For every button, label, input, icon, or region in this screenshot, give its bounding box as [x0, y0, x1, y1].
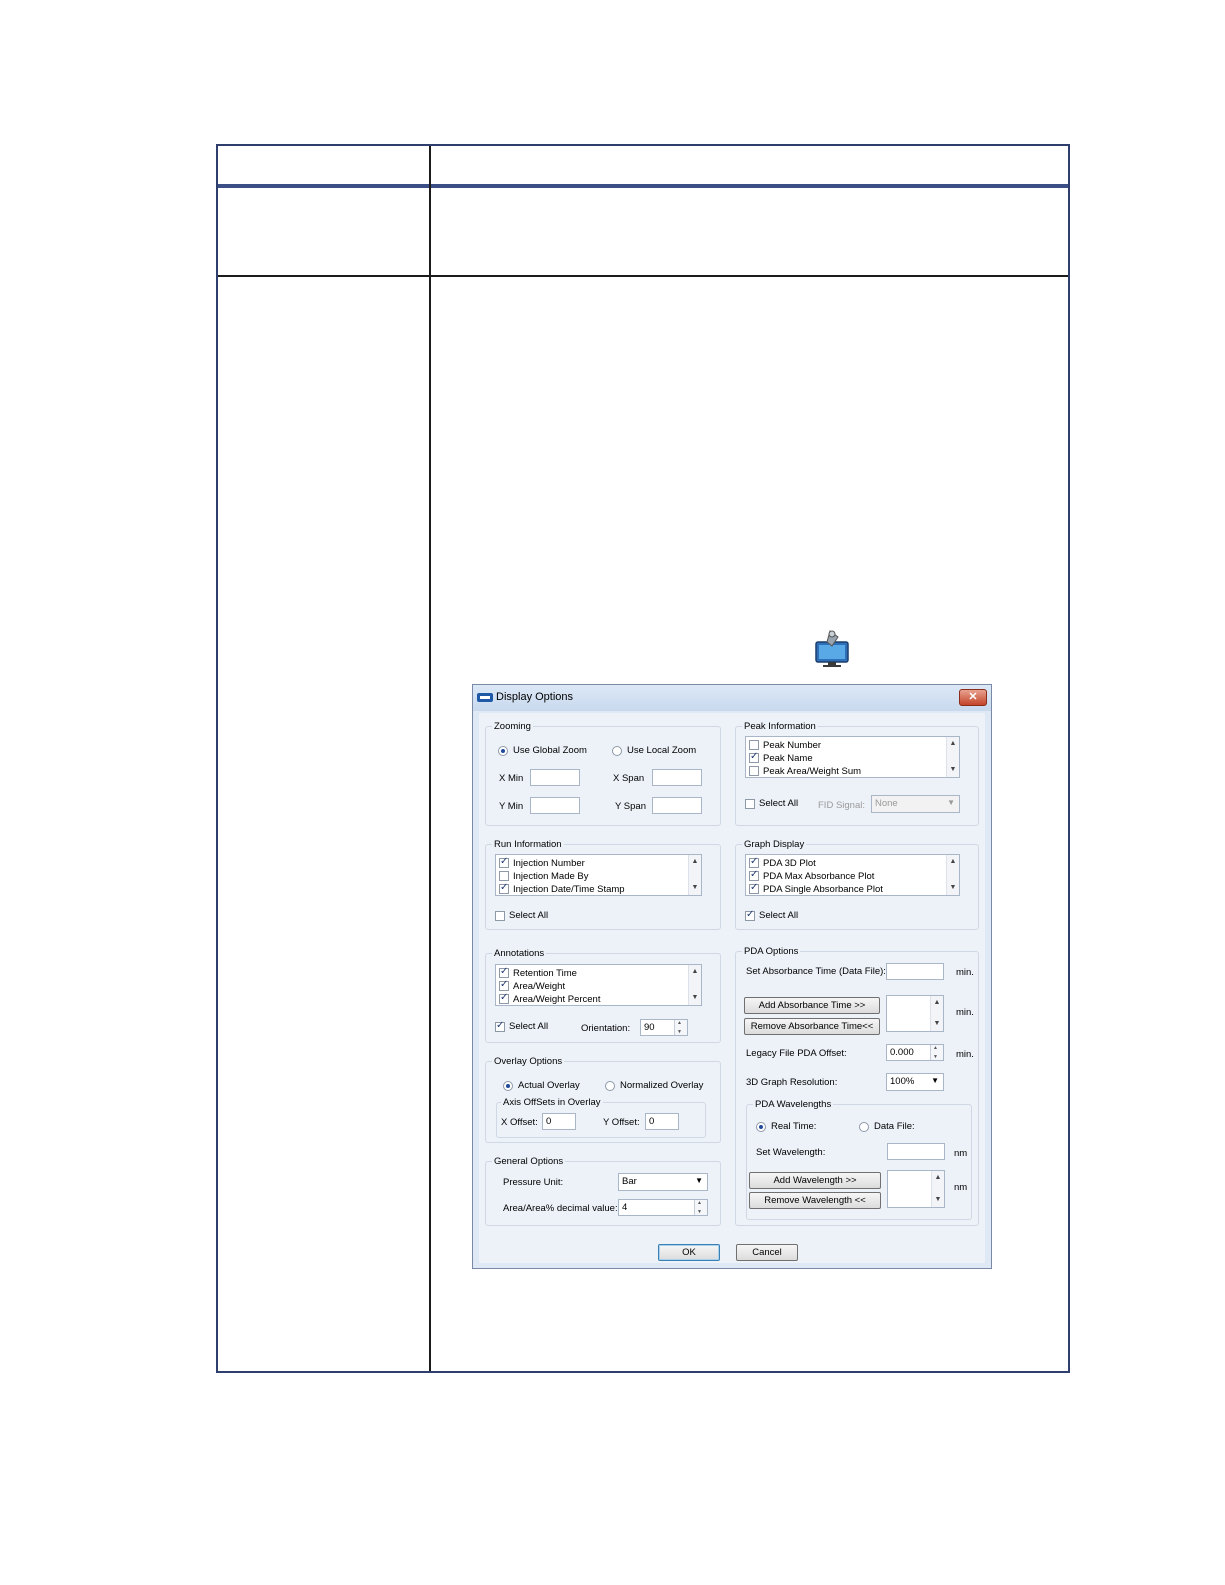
checkbox-icon: [499, 994, 509, 1004]
spin-icon[interactable]: [694, 1200, 707, 1215]
overlay-options-group: [485, 1056, 721, 1143]
pressure-unit-select[interactable]: [618, 1173, 708, 1191]
checkbox-icon: [499, 884, 509, 894]
orientation-label: Orientation:: [581, 1023, 631, 1034]
chevron-down-icon: ▼: [947, 798, 955, 807]
run-information-group: [485, 839, 721, 930]
scrollbar[interactable]: ▲ ▼: [946, 855, 959, 895]
fid-signal-value: None: [875, 798, 898, 809]
unit-min-label: min.: [956, 1007, 974, 1018]
checkbox-icon: [749, 871, 759, 881]
row-divider: [218, 275, 1068, 277]
y-min-label: Y Min: [499, 801, 524, 812]
legacy-offset-label: Legacy File PDA Offset:: [746, 1048, 847, 1059]
scrollbar[interactable]: ▲ ▼: [688, 965, 701, 1005]
pda-options-group: [735, 946, 979, 1226]
decimal-value: 4: [622, 1202, 628, 1213]
radio-icon: [612, 746, 622, 756]
checkbox-icon: [749, 766, 759, 776]
column-divider: [429, 146, 431, 1371]
actual-overlay-label: Actual Overlay: [518, 1080, 580, 1091]
scrollbar[interactable]: ▲ ▼: [946, 737, 959, 777]
list-item[interactable]: [749, 857, 816, 869]
graph-resolution-select[interactable]: [886, 1073, 944, 1091]
normalized-overlay-label: Normalized Overlay: [620, 1080, 704, 1091]
checkbox-icon: [745, 799, 755, 809]
use-local-zoom-label: Use Local Zoom: [627, 745, 697, 756]
list-item[interactable]: [499, 967, 577, 979]
orientation-spinbox[interactable]: [640, 1019, 688, 1036]
x-offset-input[interactable]: [542, 1113, 576, 1130]
annotations-group: [485, 948, 721, 1043]
real-time-label: Real Time:: [771, 1121, 817, 1132]
list-item[interactable]: [499, 883, 625, 895]
list-item[interactable]: [749, 752, 813, 764]
chevron-down-icon: ▼: [931, 1076, 939, 1085]
real-time-radio[interactable]: [756, 1121, 816, 1132]
pda-wavelengths-group: [746, 1099, 972, 1220]
list-item[interactable]: [499, 870, 589, 882]
legacy-offset-spinbox[interactable]: [886, 1044, 944, 1061]
radio-icon: [605, 1081, 615, 1091]
x-span-input[interactable]: [652, 769, 702, 786]
peak-select-all-checkbox[interactable]: [745, 798, 798, 809]
list-item[interactable]: [749, 883, 883, 895]
dialog-title: Display Options: [496, 691, 574, 703]
graph-resolution-label: 3D Graph Resolution:: [746, 1077, 838, 1088]
list-item[interactable]: [499, 993, 600, 1005]
radio-icon: [498, 746, 508, 756]
peak-information-title: Peak Information: [744, 721, 816, 732]
chevron-down-icon: ▼: [695, 1176, 703, 1185]
list-item[interactable]: [749, 739, 821, 751]
list-item-label: PDA Single Absorbance Plot: [763, 883, 883, 895]
list-item-label: PDA Max Absorbance Plot: [763, 870, 875, 882]
y-min-input[interactable]: [530, 797, 580, 814]
x-offset-value: 0: [546, 1116, 552, 1127]
list-item-label: Area/Weight Percent: [513, 993, 601, 1005]
checkbox-icon: [499, 981, 509, 991]
x-min-input[interactable]: [530, 769, 580, 786]
general-options-title: General Options: [494, 1156, 564, 1167]
add-wavelength-button[interactable]: Add Wavelength >>: [749, 1172, 881, 1189]
data-file-label: Data File:: [874, 1121, 915, 1132]
graph-resolution-value: 100%: [890, 1076, 915, 1087]
list-item-label: Area/Weight: [513, 980, 566, 992]
list-item-label: Peak Area/Weight Sum: [763, 765, 862, 777]
y-offset-label: Y Offset:: [603, 1117, 640, 1128]
unit-min-label: min.: [956, 1049, 974, 1060]
radio-icon: [503, 1081, 513, 1091]
list-item-label: Injection Made By: [513, 870, 589, 882]
list-item-label: PDA 3D Plot: [763, 857, 816, 869]
fid-signal-label: FID Signal:: [818, 800, 865, 811]
run-information-title: Run Information: [494, 839, 562, 850]
dialog-body: [479, 713, 985, 1263]
absorbance-time-list[interactable]: [886, 995, 944, 1032]
run-information-list[interactable]: [495, 854, 702, 896]
scrollbar[interactable]: ▲ ▼: [688, 855, 701, 895]
checkbox-icon: [495, 911, 505, 921]
axis-offsets-group: [496, 1097, 706, 1138]
y-offset-input[interactable]: [645, 1113, 679, 1130]
annotations-title: Annotations: [494, 948, 545, 959]
dialog-titlebar[interactable]: [473, 685, 991, 711]
unit-nm-label: nm: [954, 1182, 968, 1193]
ok-button[interactable]: OK: [658, 1244, 720, 1261]
normalized-overlay-radio[interactable]: [605, 1080, 703, 1091]
radio-icon: [756, 1122, 766, 1132]
list-item[interactable]: [749, 870, 874, 882]
list-item[interactable]: [499, 980, 565, 992]
axis-offsets-title: Axis OffSets in Overlay: [503, 1097, 601, 1108]
remove-absorbance-time-button[interactable]: Remove Absorbance Time<<: [744, 1018, 880, 1035]
wavelength-list[interactable]: [887, 1170, 945, 1208]
close-icon: ✕: [968, 691, 978, 703]
app-icon: [477, 693, 493, 702]
checkbox-icon: [499, 871, 509, 881]
run-select-all-checkbox[interactable]: [495, 910, 548, 921]
toolbar-display-options-icon: [810, 628, 854, 668]
close-button[interactable]: [959, 689, 987, 706]
pressure-unit-label: Pressure Unit:: [503, 1177, 564, 1188]
spin-icon[interactable]: [930, 1045, 943, 1060]
list-item-label: Peak Name: [763, 752, 813, 764]
general-options-group: [485, 1156, 721, 1226]
y-offset-value: 0: [649, 1116, 655, 1127]
absorbance-time-input[interactable]: [886, 963, 944, 980]
x-span-label: X Span: [613, 773, 645, 784]
set-wavelength-label: Set Wavelength:: [756, 1147, 826, 1158]
data-file-radio[interactable]: [859, 1121, 915, 1132]
pressure-unit-value: Bar: [622, 1176, 637, 1187]
decimal-value-label: Area/Area% decimal value:: [503, 1203, 618, 1214]
header-rule: [218, 184, 1068, 188]
display-options-dialog: [472, 684, 992, 1269]
graph-display-group: [735, 839, 979, 930]
cancel-button[interactable]: Cancel: [736, 1244, 798, 1261]
list-item-label: Retention Time: [513, 967, 577, 979]
scrollbar[interactable]: ▲ ▼: [930, 996, 943, 1031]
list-item-label: Injection Number: [513, 857, 585, 869]
peak-information-list[interactable]: [745, 736, 960, 778]
y-span-label: Y Span: [615, 801, 646, 812]
overlay-options-title: Overlay Options: [494, 1056, 563, 1067]
scrollbar[interactable]: ▲ ▼: [931, 1171, 944, 1207]
list-item[interactable]: [499, 857, 585, 869]
list-item-label: Injection Date/Time Stamp: [513, 883, 625, 895]
use-global-zoom-label: Use Global Zoom: [513, 745, 587, 756]
wavelength-input[interactable]: [887, 1143, 945, 1160]
actual-overlay-radio[interactable]: [503, 1080, 580, 1091]
select-all-label: Select All: [509, 1021, 549, 1032]
select-all-label: Select All: [509, 910, 549, 921]
pda-wavelengths-title: PDA Wavelengths: [755, 1099, 832, 1110]
legacy-offset-value: 0.000: [890, 1047, 914, 1058]
select-all-label: Select All: [759, 910, 799, 921]
checkbox-icon: [499, 968, 509, 978]
use-local-zoom-radio[interactable]: [612, 745, 696, 756]
set-absorbance-time-label: Set Absorbance Time (Data File):: [746, 966, 886, 977]
checkbox-icon: [745, 911, 755, 921]
decimal-value-spinbox[interactable]: [618, 1199, 708, 1216]
orientation-value: 90: [644, 1022, 655, 1033]
checkbox-icon: [749, 753, 759, 763]
pda-options-title: PDA Options: [744, 946, 799, 957]
x-offset-label: X Offset:: [501, 1117, 538, 1128]
checkbox-icon: [749, 740, 759, 750]
unit-nm-label: nm: [954, 1148, 968, 1159]
checkbox-icon: [749, 884, 759, 894]
use-global-zoom-radio[interactable]: [498, 745, 587, 756]
unit-min-label: min.: [956, 967, 974, 978]
graph-select-all-checkbox[interactable]: [745, 910, 798, 921]
list-item-label: Peak Number: [763, 739, 822, 751]
spin-icon[interactable]: [674, 1020, 687, 1035]
radio-icon: [859, 1122, 869, 1132]
y-span-input[interactable]: [652, 797, 702, 814]
annotations-select-all-checkbox[interactable]: [495, 1021, 548, 1032]
peak-information-group: [735, 721, 979, 826]
select-all-label: Select All: [759, 798, 799, 809]
graph-display-list[interactable]: [745, 854, 960, 896]
x-min-label: X Min: [499, 773, 524, 784]
checkbox-icon: [499, 858, 509, 868]
fid-signal-select[interactable]: [871, 795, 960, 813]
zooming-group: [485, 721, 721, 826]
graph-display-title: Graph Display: [744, 839, 805, 850]
checkbox-icon: [495, 1022, 505, 1032]
checkbox-icon: [749, 858, 759, 868]
remove-wavelength-button[interactable]: Remove Wavelength <<: [749, 1192, 881, 1209]
list-item[interactable]: [749, 765, 861, 777]
zooming-title: Zooming: [494, 721, 531, 732]
add-absorbance-time-button[interactable]: Add Absorbance Time >>: [744, 997, 880, 1014]
annotations-list[interactable]: [495, 964, 702, 1006]
